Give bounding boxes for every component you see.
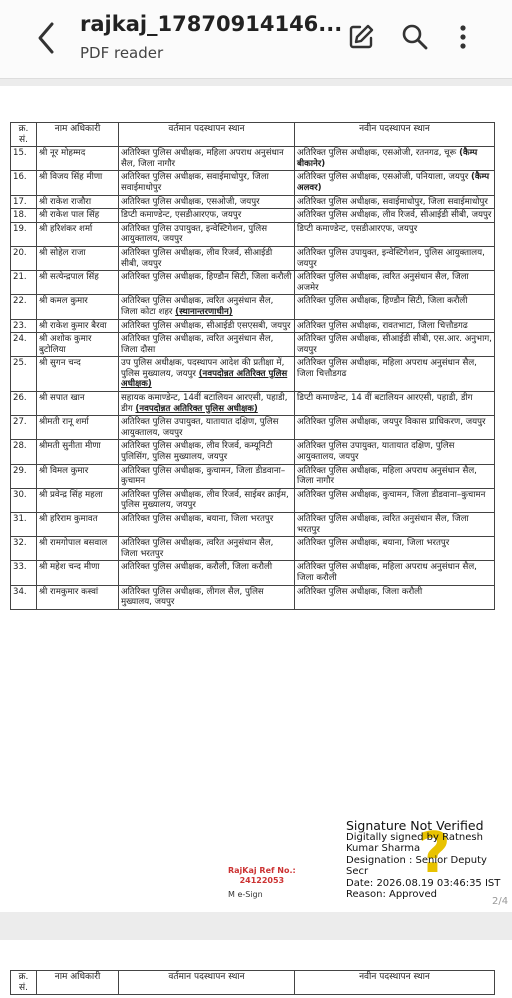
cell-current-text: अतिरिक्त पुलिस अधीक्षक, लीव रिजर्व, सीआईडी सीबी, जयपुर	[121, 247, 273, 269]
more-vert-icon[interactable]	[446, 20, 480, 54]
cell-current	[119, 488, 295, 512]
cell-current	[119, 209, 295, 223]
table-row	[11, 333, 495, 357]
cell-name	[37, 209, 119, 223]
page-indicator: 2/4	[492, 896, 509, 907]
cell-new-text: अतिरिक्त पुलिस अधीक्षक, त्वरित अनुसंधान सैल, जिला भरतपुर	[297, 514, 469, 535]
header-sn: क्र. सं.	[11, 123, 37, 147]
cell-name-text: श्री विजय सिंह मीणा	[39, 172, 103, 183]
cell-name	[37, 222, 119, 246]
cell-name-text: श्री सुगन चन्द	[39, 358, 81, 369]
cell-new	[295, 246, 495, 270]
cell-new-text: अतिरिक्त पुलिस अधीक्षक, त्वरित अनुसंधान सैल, जिला अजमेर	[297, 272, 469, 293]
table-row	[11, 513, 495, 537]
signed-by: Digitally signed by Ratnesh Kumar Sharma	[346, 831, 483, 854]
cell-new	[295, 561, 495, 585]
cell-name	[37, 585, 119, 609]
cell-current	[119, 440, 295, 464]
header-new: नवीन पदस्थापन स्थान	[295, 971, 495, 995]
cell-current-note: (नवपदोन्नत अतिरिक्त पुलिस अधीक्षक)	[121, 368, 288, 390]
cell-sn	[11, 488, 37, 512]
cell-sn	[11, 171, 37, 195]
table-row	[11, 561, 495, 585]
cell-new	[295, 319, 495, 333]
cell-new	[295, 440, 495, 464]
table-row	[11, 209, 495, 223]
table-row	[11, 392, 495, 416]
cell-current	[119, 357, 295, 392]
cell-sn-text: 17.	[13, 196, 27, 207]
cell-new-text: अतिरिक्त पुलिस अधीक्षक, सीआईडी सीबी, एस.आर. अनुभाग, जयपुर	[297, 334, 492, 355]
cell-current-text: अतिरिक्त पुलिस अधीक्षक, हिण्डौन सिटी, जिला करौली	[121, 272, 292, 283]
table-row	[11, 464, 495, 488]
transfer-table-next	[10, 970, 495, 995]
cell-new	[295, 537, 495, 561]
cell-sn	[11, 416, 37, 440]
cell-new-text: डिप्टी कमाण्डेन्ट, 14 वीं बटालियन आरएसी, पहाडी, डीग	[297, 393, 473, 404]
back-arrow-icon[interactable]	[34, 20, 60, 56]
cell-sn-text: 28.	[13, 441, 27, 452]
table-row	[11, 246, 495, 270]
cell-current	[119, 222, 295, 246]
table-row	[11, 319, 495, 333]
cell-name	[37, 319, 119, 333]
cell-sn-text: 18.	[13, 210, 27, 221]
cell-sn	[11, 513, 37, 537]
table-row	[11, 416, 495, 440]
table-row	[11, 357, 495, 392]
cell-name	[37, 271, 119, 295]
cell-current-text: अतिरिक्त पुलिस अधीक्षक, लीव रिजर्व, कम्यूनिटी पुलिसिंग, पुलिस मुख्यालय, जयपुर	[121, 441, 273, 463]
signature-status: Signature Not Verified	[346, 818, 484, 833]
cell-name	[37, 147, 119, 171]
cell-current	[119, 271, 295, 295]
cell-name	[37, 171, 119, 195]
cell-current-text: अतिरिक्त पुलिस उपायुक्त, इन्वेस्टिगेशन, पुलिस आयुक्तालय, जयपुर	[121, 223, 268, 245]
cell-sn-text: 30.	[13, 489, 27, 500]
pdf-page[interactable]	[0, 86, 512, 912]
cell-sn	[11, 357, 37, 392]
cell-current	[119, 585, 295, 609]
header-current: वर्तमान पदस्थापन स्थान	[119, 971, 295, 995]
table-row	[11, 537, 495, 561]
cell-current	[119, 464, 295, 488]
cell-new	[295, 333, 495, 357]
cell-current	[119, 333, 295, 357]
cell-current	[119, 319, 295, 333]
ref-number: 24122053	[239, 876, 285, 885]
cell-name	[37, 513, 119, 537]
cell-current	[119, 295, 295, 319]
cell-name	[37, 333, 119, 357]
cell-name-text: श्रीमती रानू शर्मा	[39, 417, 89, 428]
cell-name-text: श्री सपात खान	[39, 393, 85, 404]
cell-current-text: अतिरिक्त पुलिस अधीक्षक, लीव रिजर्व, साईबर क्राईम, पुलिस मुख्यालय, जयपुर	[121, 489, 289, 511]
cell-name	[37, 246, 119, 270]
cell-new	[295, 195, 495, 209]
cell-sn-text: 19.	[13, 223, 27, 234]
sign-date: Date: 2026.08.19 03:46:35 IST	[346, 877, 501, 889]
cell-sn	[11, 464, 37, 488]
cell-new-text: अतिरिक्त पुलिस अधीक्षक, हिण्डौन सिटी, जिला करौली	[297, 296, 468, 307]
cell-sn-text: 33.	[13, 562, 27, 573]
cell-sn	[11, 195, 37, 209]
cell-sn-text: 26.	[13, 393, 27, 404]
cell-new	[295, 464, 495, 488]
cell-new	[295, 295, 495, 319]
cell-sn	[11, 561, 37, 585]
cell-sn	[11, 147, 37, 171]
transfer-table	[10, 122, 495, 610]
designation: Designation : Senior Deputy Secr	[346, 854, 487, 877]
cell-name	[37, 295, 119, 319]
cell-current-text: अतिरिक्त पुलिस अधीक्षक, बयाना, जिला भरतपुर	[121, 514, 274, 524]
cell-new-text: अतिरिक्त पुलिस उपायुक्त, यातायात दक्षिण, पुलिस आयुक्तालय, जयपुर	[297, 441, 455, 463]
cell-name-text: श्री राकेश राजौरा	[39, 196, 92, 207]
cell-current-text: अतिरिक्त पुलिस अधीक्षक, त्वरित अनुसंधान सैल, जिला दौसा	[121, 334, 274, 355]
header-sn: क्र. सं.	[11, 971, 37, 995]
cell-name	[37, 357, 119, 392]
cell-new-note: (कैम्प अलवर)	[297, 172, 490, 193]
cell-new-text: डिप्टी कमाण्डेन्ट, एसडीआरएफ, जयपुर	[297, 223, 418, 234]
cell-name-text: श्री हरिशंकर शर्मा	[39, 223, 93, 234]
cell-name-text: श्री राकेश कुमार बैरवा	[39, 320, 107, 331]
cell-new-text: अतिरिक्त पुलिस उपायुक्त, इन्वेस्टिगेशन, पुलिस आयुक्तालय, जयपुर	[297, 247, 485, 269]
app-bar	[0, 0, 512, 79]
cell-new	[295, 513, 495, 537]
cell-new-text: अतिरिक्त पुलिस अधीक्षक, रावतभाटा, जिला चित्तौडगढ	[297, 320, 468, 331]
table-row	[11, 147, 495, 171]
cell-sn	[11, 209, 37, 223]
cell-sn	[11, 222, 37, 246]
table-row	[11, 271, 495, 295]
cell-new-text: अतिरिक्त पुलिस अधीक्षक, एसओजी, पनियाला, जयपुर	[297, 172, 469, 183]
cell-new	[295, 209, 495, 223]
table-row	[11, 222, 495, 246]
esign-label: M e-Sign	[228, 890, 263, 899]
cell-current	[119, 537, 295, 561]
sign-reason: Reason: Approved	[346, 889, 437, 900]
header-current: वर्तमान पदस्थापन स्थान	[119, 123, 295, 147]
cell-current	[119, 416, 295, 440]
cell-name-text: श्री कमल कुमार	[39, 296, 88, 307]
cell-current	[119, 392, 295, 416]
cell-name-text: श्रीमती सुनीता मीणा	[39, 441, 101, 452]
cell-new-text: अतिरिक्त पुलिस अधीक्षक, एसओजी, रतनगढ, चूरू	[297, 148, 457, 159]
cell-name-text: श्री हरिराम कुमावत	[39, 514, 98, 524]
cell-sn	[11, 246, 37, 270]
cell-new-text: अतिरिक्त पुलिस अधीक्षक, सवाईमाधोपुर, जिला सवाईमाधोपुर	[297, 196, 488, 207]
cell-current-text: उप पुलिस अधीक्षक, पदस्थापन आदेश की प्रतीक्षा में, पुलिस मुख्यालय, जयपुर	[121, 358, 285, 379]
cell-name	[37, 537, 119, 561]
cell-new	[295, 416, 495, 440]
table-row	[11, 440, 495, 464]
cell-current-text: अतिरिक्त पुलिस अधीक्षक, त्वरित अनुसंधान सैल, जिला भरतपुर	[121, 538, 274, 559]
cell-sn-text: 29.	[13, 465, 27, 476]
cell-sn-text: 15.	[13, 148, 27, 159]
rajkaj-ref	[228, 866, 296, 886]
cell-sn	[11, 333, 37, 357]
cell-name-text: श्री प्रवेन्द्र सिंह महला	[39, 489, 103, 500]
cell-name	[37, 416, 119, 440]
cell-name-text: श्री महेश चन्द मीणा	[39, 562, 100, 573]
cell-name	[37, 561, 119, 585]
edit-icon[interactable]	[344, 20, 378, 54]
cell-sn-text: 23.	[13, 320, 27, 331]
cell-sn	[11, 271, 37, 295]
cell-new-note: (कैम्प बीकानेर)	[297, 148, 478, 169]
table-header-row	[11, 971, 495, 995]
cell-new-text: अतिरिक्त पुलिस अधीक्षक, महिला अपराध अनुसंधान सैल, जिला करौली	[297, 562, 477, 583]
cell-current	[119, 561, 295, 585]
search-icon[interactable]	[398, 20, 432, 54]
cell-name-text: श्री राकेश पाल सिंह	[39, 210, 100, 221]
cell-sn	[11, 537, 37, 561]
cell-sn-text: 27.	[13, 417, 27, 428]
cell-name	[37, 464, 119, 488]
table-row	[11, 488, 495, 512]
cell-name-text: श्री सत्येन्द्रपाल सिंह	[39, 272, 99, 283]
cell-sn-text: 22.	[13, 296, 27, 307]
cell-name-text: श्री रामगोपाल बसवाल	[39, 538, 108, 549]
cell-new	[295, 585, 495, 609]
cell-new	[295, 271, 495, 295]
question-mark-icon: ?	[418, 821, 451, 886]
cell-current-text: अतिरिक्त पुलिस अधीक्षक, कुचामन, जिला डीडवाना–कुचामन	[121, 465, 286, 487]
cell-current-text: अतिरिक्त पुलिस अधीक्षक, लीगल सैल, पुलिस मुख्यालय, जयपुर	[121, 586, 264, 608]
cell-name	[37, 392, 119, 416]
header-name: नाम अधिकारी	[37, 971, 119, 995]
cell-current-text: अतिरिक्त पुलिस अधीक्षक, सीआईडी एसएसबी, जयपुर	[121, 320, 291, 331]
cell-current-note: (नवपदोन्नत अतिरिक्त पुलिस अधीक्षक)	[135, 403, 258, 414]
cell-current	[119, 195, 295, 209]
table-row	[11, 585, 495, 609]
cell-sn-text: 20.	[13, 247, 27, 258]
cell-new	[295, 357, 495, 392]
cell-sn-text: 31.	[13, 514, 27, 524]
cell-sn	[11, 295, 37, 319]
cell-new-text: अतिरिक्त पुलिस अधीक्षक, जयपुर विकास प्राधिकरण, जयपुर	[297, 417, 486, 428]
cell-sn	[11, 440, 37, 464]
table-row	[11, 171, 495, 195]
cell-sn	[11, 319, 37, 333]
cell-name-text: श्री विमल कुमार	[39, 465, 89, 476]
cell-sn-text: 16.	[13, 172, 27, 183]
header-name: नाम अधिकारी	[37, 123, 119, 147]
cell-new-text: अतिरिक्त पुलिस अधीक्षक, महिला अपराध अनुसंधान सैल, जिला नागौर	[297, 465, 477, 487]
cell-name-text: श्री अशोक कुमार बुटोलिया	[39, 334, 92, 355]
cell-new-text: अतिरिक्त पुलिस अधीक्षक, महिला अपराध अनुसंधान सैल, जिला चित्तौडगढ	[297, 358, 477, 379]
cell-new	[295, 488, 495, 512]
cell-new-text: अतिरिक्त पुलिस अधीक्षक, जिला करौली	[297, 586, 423, 597]
cell-current-text: सहायक कमाण्डेन्ट, 14वीं बटालियन आरएसी, पहाडी, डीग	[121, 393, 288, 414]
document-subtitle: PDF reader	[80, 44, 164, 62]
cell-sn	[11, 392, 37, 416]
cell-current	[119, 147, 295, 171]
cell-new-text: अतिरिक्त पुलिस अधीक्षक, कुचामन, जिला डीडवाना–कुचामन	[297, 489, 486, 500]
cell-current	[119, 513, 295, 537]
cell-sn-text: 25.	[13, 358, 27, 369]
cell-current-text: अतिरिक्त पुलिस अधीक्षक, सवाईमाधोपुर, जिला सवाईमाधोपुर	[121, 172, 269, 193]
cell-current-text: अतिरिक्त पुलिस उपायुक्त, यातायात दक्षिण, पुलिस आयुक्तालय, जयपुर	[121, 417, 279, 438]
table-row	[11, 195, 495, 209]
digital-signature-block	[346, 820, 512, 901]
cell-current	[119, 171, 295, 195]
cell-sn	[11, 585, 37, 609]
document-title: rajkaj_17870914146...	[80, 12, 343, 36]
cell-current-text: अतिरिक्त पुलिस अधीक्षक, त्वरित अनुसंधान सैल, जिला कोटा शहर	[121, 296, 274, 317]
table-row	[11, 295, 495, 319]
cell-new-text: अतिरिक्त पुलिस अधीक्षक, लीव रिजर्व, सीआईडी सीबी, जयपुर	[297, 210, 492, 221]
table-header-row	[11, 123, 495, 147]
cell-new-text: अतिरिक्त पुलिस अधीक्षक, बयाना, जिला भरतपुर	[297, 538, 450, 549]
cell-name	[37, 195, 119, 209]
header-new: नवीन पदस्थापन स्थान	[295, 123, 495, 147]
cell-new	[295, 222, 495, 246]
ref-label: RajKaj Ref No.:	[228, 866, 296, 875]
cell-name-text: श्री रामकुमार कस्वां	[39, 586, 99, 597]
cell-name	[37, 440, 119, 464]
cell-new	[295, 171, 495, 195]
cell-current-note: (स्थानान्तरणाधीन)	[175, 306, 233, 317]
cell-sn-text: 21.	[13, 272, 27, 283]
cell-sn-text: 24.	[13, 334, 27, 345]
cell-current-text: अतिरिक्त पुलिस अधीक्षक, करौली, जिला करौली	[121, 562, 273, 573]
cell-new	[295, 392, 495, 416]
cell-name-text: श्री सोहेल राजा	[39, 247, 86, 258]
cell-name-text: श्री नूर मोहम्मद	[39, 148, 86, 159]
cell-sn-text: 32.	[13, 538, 27, 549]
cell-current	[119, 246, 295, 270]
cell-sn-text: 34.	[13, 586, 27, 597]
cell-name	[37, 488, 119, 512]
cell-new	[295, 147, 495, 171]
cell-current-text: अतिरिक्त पुलिस अधीक्षक, एसओजी, जयपुर	[121, 196, 260, 207]
cell-current-text: अतिरिक्त पुलिस अधीक्षक, महिला अपराध अनुसंधान सैल, जिला नागौर	[121, 148, 284, 169]
cell-current-text: डिप्टी कमाण्डेन्ट, एसडीआरएफ, जयपुर	[121, 210, 242, 221]
pdf-page-next[interactable]	[0, 940, 512, 998]
